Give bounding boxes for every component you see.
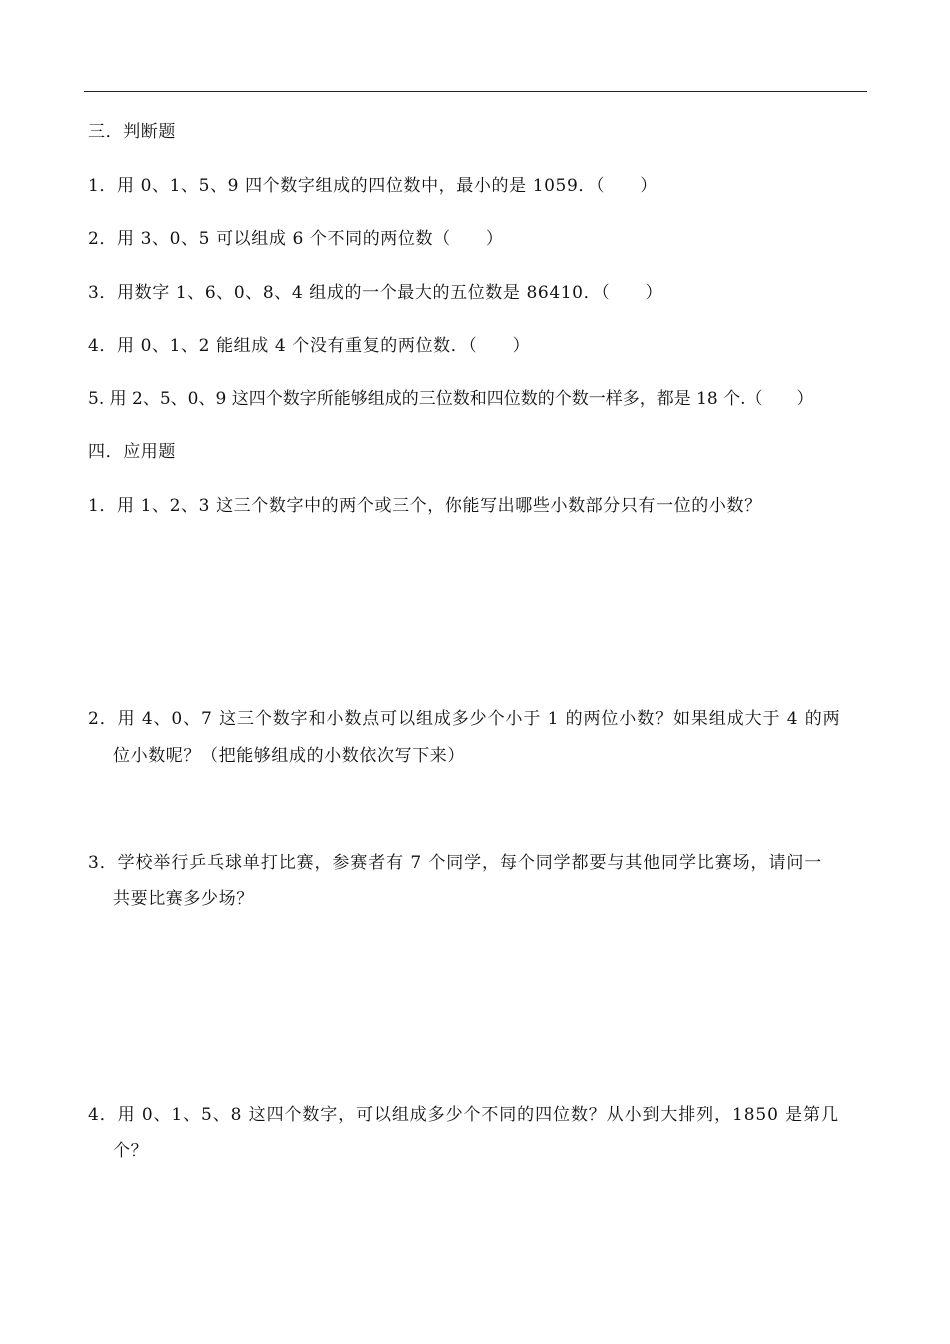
judgement-item-3: 3．用数字 1、6、0、8、4 组成的一个最大的五位数是 86410．（ ） [88, 283, 664, 303]
application-question-1: 1．用 1、2、3 这三个数字中的两个或三个，你能写出哪些小数部分只有一位的小数？ [88, 496, 762, 516]
judgement-item-1: 1．用 0、1、5、9 四个数字组成的四位数中，最小的是 1059．（ ） [88, 176, 658, 196]
application-question-2-line-2: 位小数呢？（把能够组成的小数依次写下来） [113, 746, 465, 766]
application-question-3-line-2: 共要比赛多少场？ [113, 889, 254, 909]
application-question-4-line-2: 个？ [113, 1141, 149, 1161]
application-question-2-line-1: 2．用 4、0、7 这三个数字和小数点可以组成多少个小于 1 的两位小数？如果组成大于 4 的两 [88, 709, 841, 729]
application-question-3-line-1: 3．学校举行乒乓球单打比赛，参赛者有 7 个同学，每个同学都要与其他同学比赛场，请问一 [88, 853, 823, 873]
judgement-item-4: 4．用 0、1、2 能组成 4 个没有重复的两位数．（ ） [88, 336, 531, 356]
header-rule [84, 91, 867, 92]
section-heading-application: 四．应用题 [88, 442, 176, 462]
application-question-4-line-1: 4．用 0、1、5、8 这四个数字，可以组成多少个不同的四位数？从小到大排列，1850 是第几 [88, 1105, 839, 1125]
section-heading-judgement: 三．判断题 [88, 122, 176, 142]
judgement-item-2: 2．用 3、0、5 可以组成 6 个不同的两位数（ ） [88, 229, 504, 249]
judgement-item-5: 5. 用 2、5、0、9 这四个数字所能够组成的三位数和四位数的个数一样多，都是 18 个.（ ） [88, 389, 814, 409]
